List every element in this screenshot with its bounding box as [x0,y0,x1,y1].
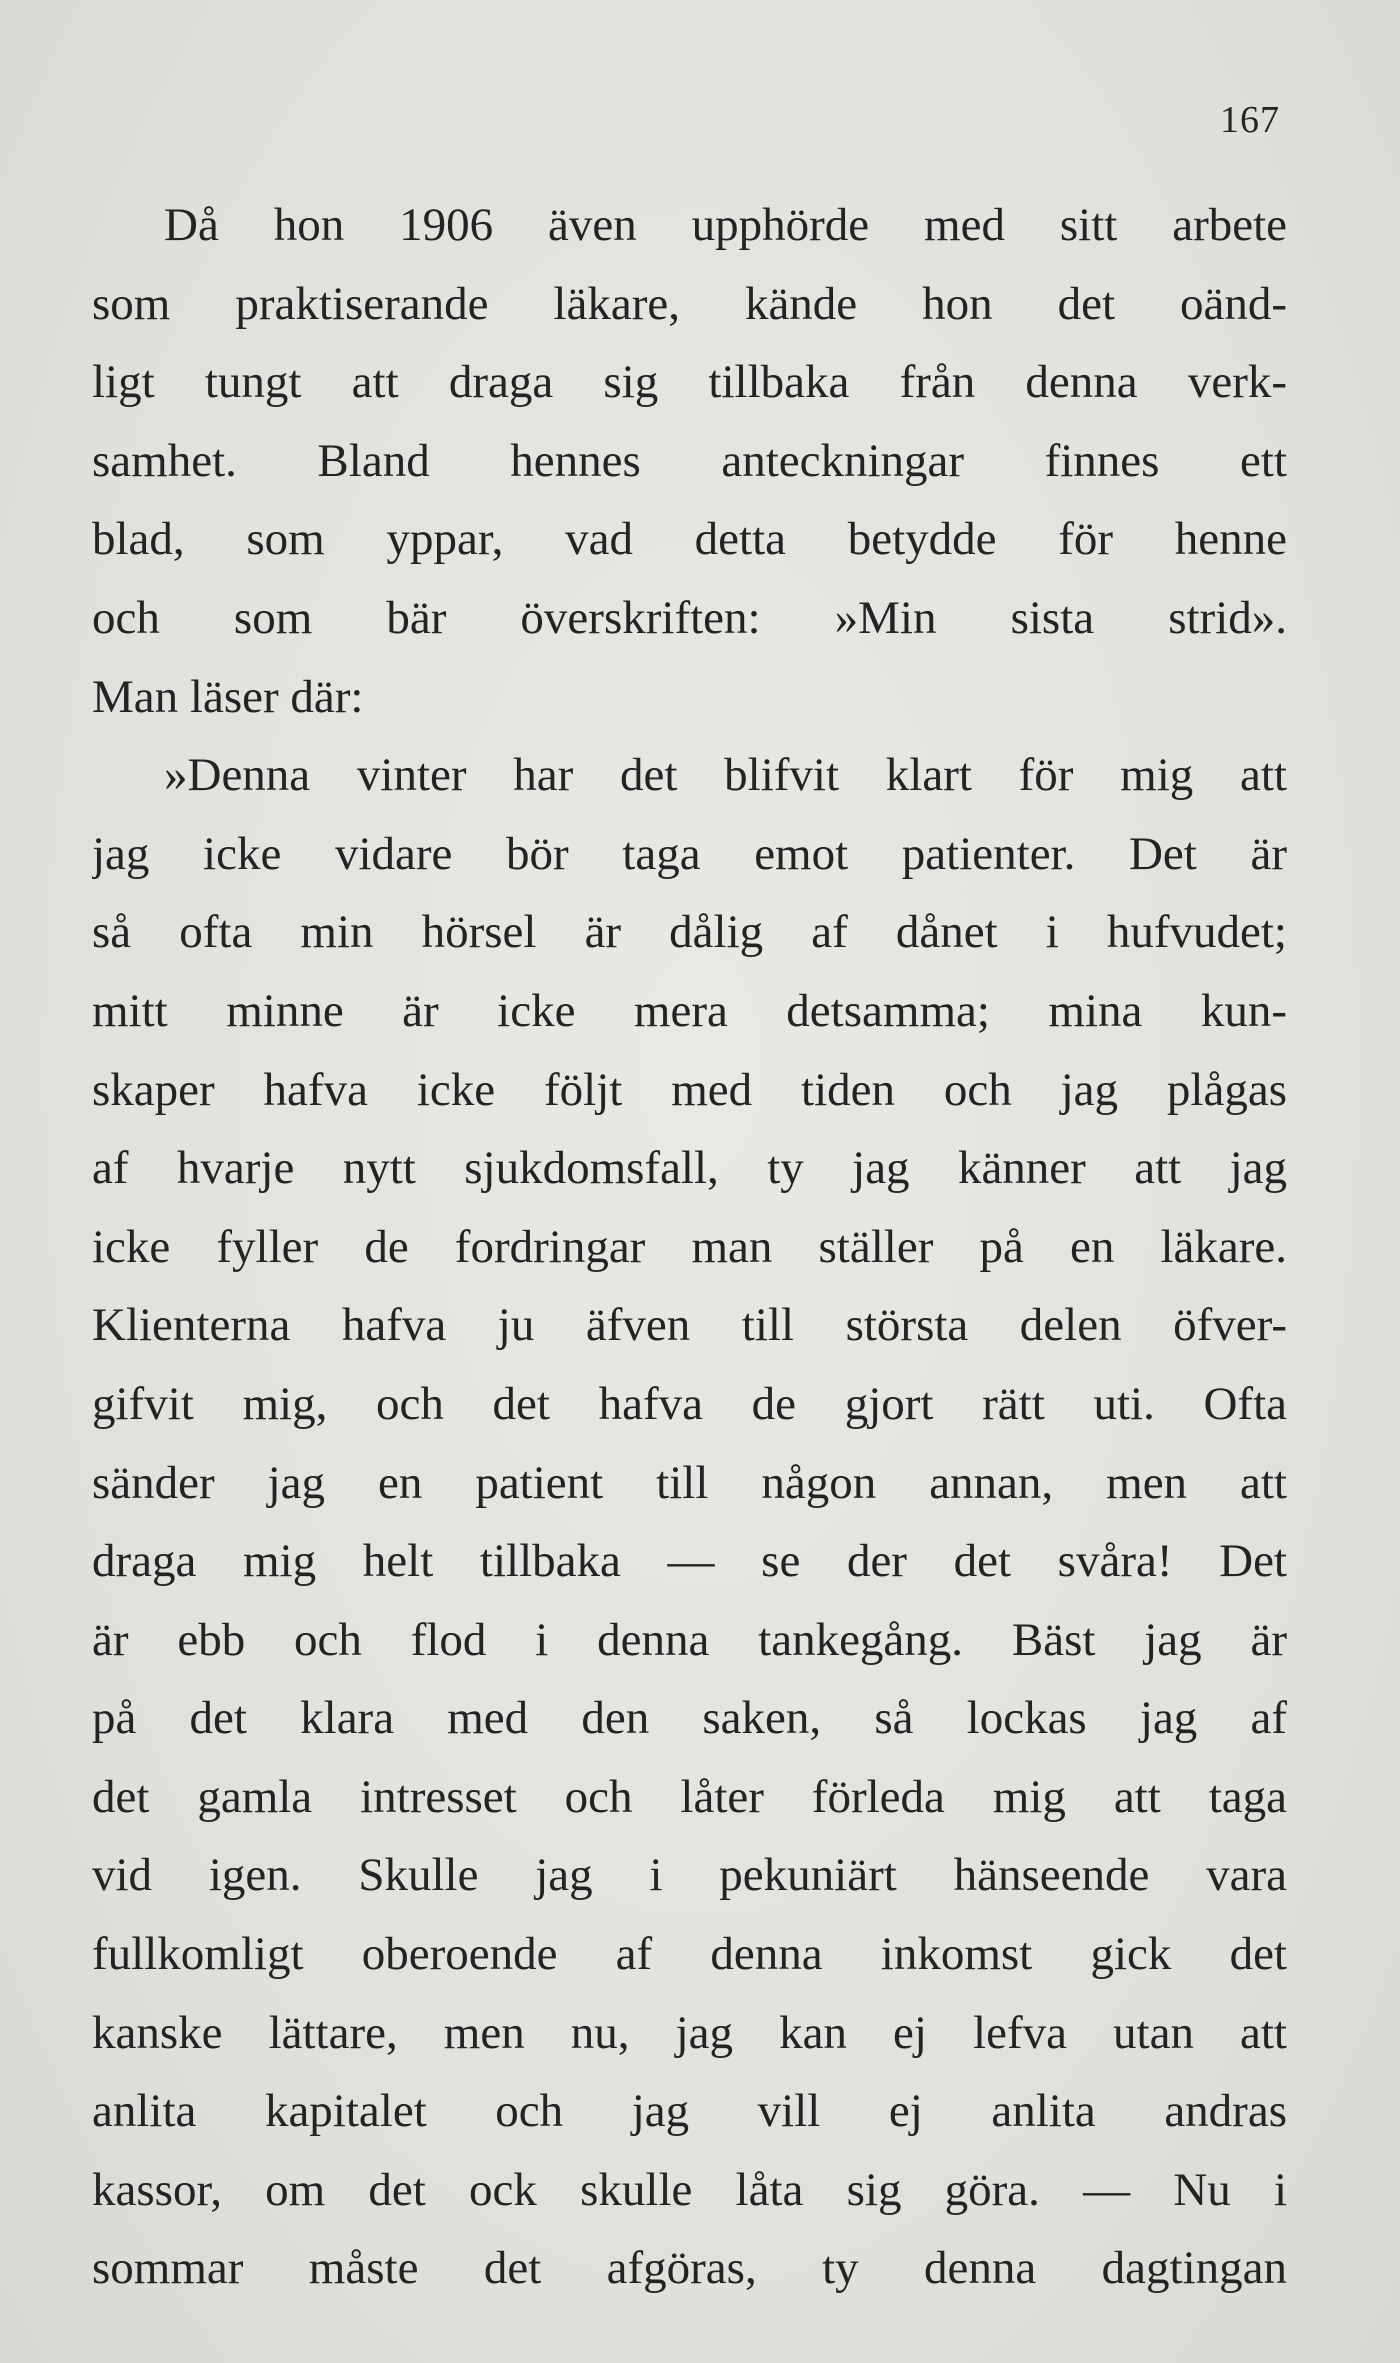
text-line: kassor, om det ock skulle låta sig göra. — Nu i [92,2163,1287,2216]
text-line: ligt tungt att draga sig tillbaka från denna verk- [92,356,1287,409]
text-line: som praktiserande läkare, kände hon det oänd- [92,277,1287,330]
text-line: skaper hafva icke följt med tiden och jag plågas [92,1063,1287,1116]
text-line: så ofta min hörsel är dålig af dånet i hufvudet; [92,906,1287,959]
text-line: och som bär överskriften: »Min sista strid». [92,591,1287,644]
text-line: vid igen. Skulle jag i pekuniärt hänseende vara [92,1849,1287,1902]
text-line: icke fyller de fordringar man ställer på en läkare. [92,1220,1287,1273]
text-line: blad, som yppar, vad detta betydde för henne [92,513,1287,566]
body-text [92,186,1287,2308]
text-line: Då hon 1906 även upphörde med sitt arbete [164,199,1287,251]
page-number: 167 [1220,99,1280,141]
text-line: jag icke vidare bör taga emot patienter. Det är [92,827,1287,880]
text-line: samhet. Bland hennes anteckningar finnes ett [92,434,1287,487]
text-line: det gamla intresset och låter förleda mig att taga [92,1770,1287,1823]
text-line: sommar måste det afgöras, ty denna dagtingan [92,2242,1287,2295]
text-line: draga mig helt tillbaka — se der det svåra! Det [92,1535,1287,1588]
text-line: anlita kapitalet och jag vill ej anlita andras [92,2085,1287,2138]
text-line: Man läser där: [92,670,364,723]
text-line: »Denna vinter har det blifvit klart för mig att [164,749,1287,802]
text-line: sänder jag en patient till någon annan, men att [92,1456,1287,1509]
text-line: fullkomligt oberoende af denna inkomst gick det [92,1928,1287,1981]
text-line: gifvit mig, och det hafva de gjort rätt uti. Ofta [92,1377,1287,1430]
text-line: af hvarje nytt sjukdomsfall, ty jag känner att jag [92,1142,1287,1195]
text-line: på det klara med den saken, så lockas jag af [92,1692,1287,1745]
text-line: Klienterna hafva ju äfven till största delen öfver- [92,1299,1287,1352]
text-line: kanske lättare, men nu, jag kan ej lefva utan att [92,2006,1287,2059]
text-line: mitt minne är icke mera detsamma; mina kun- [92,984,1287,1037]
text-line: är ebb och flod i denna tankegång. Bäst jag är [92,1613,1287,1666]
